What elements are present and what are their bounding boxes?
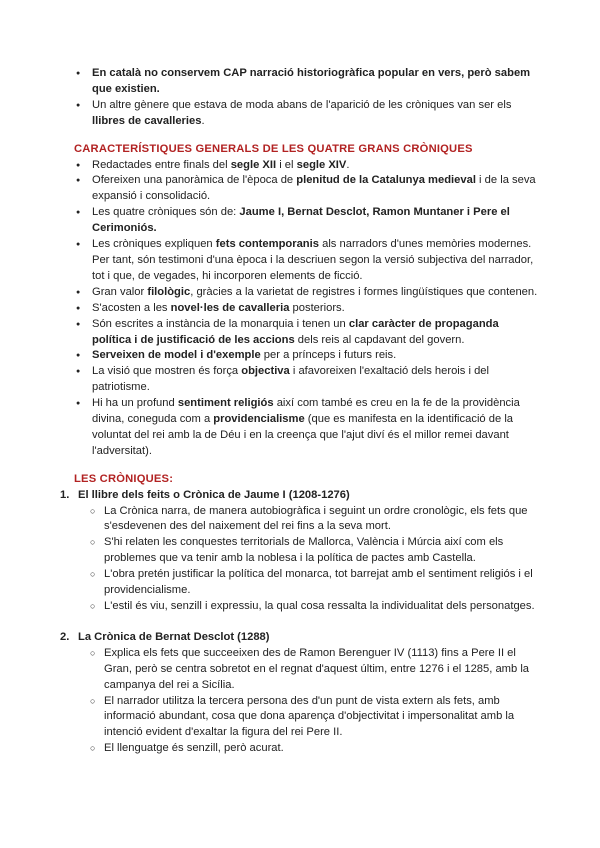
chronicle-2-number: 2. [60, 630, 70, 643]
char-item-6-text-2: novel·les de cavalleria [170, 301, 290, 314]
char-item-1-text-4: segle XIV [296, 158, 347, 171]
char-item-4 [74, 237, 540, 285]
char-item-10-text-3: així com també es creu en la fe de la providència divina, coneguda com a [92, 397, 520, 426]
chronicle-1 [60, 488, 540, 615]
char-item-5-text-2: filològic [147, 285, 191, 298]
char-item-3-text-1: Les quatre cròniques són de: [92, 206, 240, 219]
chronicle-2-points [74, 646, 540, 757]
char-item-3-text-2: Jaume I, Bernat Desclot, Ramon Muntaner i Pere el Cerimoniós. [92, 206, 510, 235]
chronicle-1-number: 1. [60, 488, 70, 501]
char-item-9 [74, 364, 540, 396]
intro-item-2-text-1: Un altre gènere que estava de moda abans de l'aparició de les cròniques van ser els [92, 98, 512, 111]
char-item-6-text-1: S'acosten a les [92, 301, 171, 314]
char-item-8-text-1: Serveixen de model i d'exemple [92, 349, 261, 362]
char-item-10-text-5: (que es manifesta en la identificació de la voluntat del rei amb la de Déu i en la creença que l'ajut diví és el millor remei davant l'adversitat). [92, 413, 514, 457]
intro-item-1-text: En català no conservem CAP narració historiogràfica popular en vers, però sabem que existien. [92, 67, 531, 95]
chronicle-2-point-1: ○ Explica els fets que succeeixen des de Ramon Berenguer IV (1113) fins a Pere II el Gran, però se centra sobretot en el regnat d'aquest últim, entre 1276 i el 1285, amb la campanya del rei a Sicília. [104, 646, 540, 694]
chronicle-1-point-2: ○ S'hi relaten les conquestes territorials de Mallorca, València i Múrcia així com els problemes que va tenir amb la noblesa i la política de pactes amb Castella. [104, 535, 540, 567]
chronicles-list [60, 488, 540, 758]
char-item-4-text-2: fets contemporanis [215, 238, 319, 251]
char-item-8 [74, 348, 540, 364]
char-item-1-text-5: . [346, 158, 350, 171]
char-item-5-text-3: , gràcies a la varietat de registres i formes lingüístiques que contenen. [190, 285, 538, 298]
intro-item-2 [74, 98, 540, 130]
char-item-9-text-2: objectiva [241, 365, 290, 378]
char-item-1-text-2: segle XII [230, 158, 277, 171]
char-item-9-text-3: i afavoreixen l'exaltació dels herois i del patriotisme. [92, 365, 490, 394]
chronicle-1-title [60, 488, 540, 504]
characteristics-heading: CARACTERÍSTIQUES GENERALS DE LES QUATRE GRANS CRÒNIQUES [74, 142, 473, 155]
chronicle-2 [60, 630, 540, 757]
char-item-10-text-4: providencialisme [213, 413, 305, 426]
char-item-9-text-1: La visió que mostren és força [92, 365, 242, 378]
chronicle-1-point-1: ○ La Crònica narra, de manera autobiogràfica i seguint un ordre cronològic, els fets que s'esdevenen des del naixement del rei fins a la seva mort. [104, 504, 540, 536]
char-item-7-text-1: Són escrites a instància de la monarquia i tenen un [92, 317, 349, 330]
char-item-8-text-2: per a prínceps i futurs reis. [260, 349, 397, 362]
chronicle-1-point-3: ○ L'obra pretén justificar la política del monarca, tot barrejat amb el sentiment religiós i el providencialisme. [104, 567, 540, 599]
char-item-10 [74, 396, 540, 460]
chronicle-2-title-text: La Crònica de Bernat Desclot (1288) [78, 630, 270, 643]
chronicle-1-points [74, 504, 540, 615]
char-item-4-text-1: Les cròniques expliquen [92, 238, 216, 251]
intro-item-1 [74, 66, 540, 98]
char-item-4-text-3: als narradors d'unes memòries modernes. Per tant, són testimoni d'una època i la descriuen segon la versió subjectiva del narrador, tot i que, de vegades, hi incorporen elements de ficció. [92, 238, 534, 282]
char-item-7 [74, 317, 540, 349]
chronicle-1-point-4: ○ L'estil és viu, senzill i expressiu, la qual cosa ressalta la individualitat dels personatges. [104, 599, 540, 615]
char-item-1-text-1: Redactades entre finals del [92, 158, 231, 171]
char-item-7-text-2: clar caràcter de propaganda política i de justificació de les accions [92, 317, 499, 346]
chronicles-heading: LES CRÒNIQUES: [74, 472, 174, 485]
char-item-5 [74, 285, 540, 301]
char-item-5-text-1: Gran valor [92, 285, 148, 298]
char-item-10-text-2: sentiment religiós [177, 397, 274, 410]
char-item-2-text-1: Ofereixen una panoràmica de l'època de [92, 174, 297, 187]
char-item-2-text-2: plenitud de la Catalunya medieval [296, 174, 476, 187]
char-item-1 [74, 158, 540, 174]
char-item-1-text-3: i el [276, 158, 297, 171]
char-item-10-text-1: Hi ha un profund [92, 397, 178, 410]
char-item-7-text-3: dels reis al capdavant del govern. [294, 333, 465, 346]
intro-item-2-text-3: . [201, 114, 205, 127]
intro-item-2-text-2: llibres de cavalleries [92, 114, 202, 127]
chronicle-1-title-text: El llibre dels feits o Crònica de Jaume I (1208-1276) [78, 488, 350, 501]
characteristics-list [74, 158, 540, 460]
chronicle-2-point-3: ○ El llenguatge és senzill, però acurat. [104, 741, 540, 757]
intro-list [74, 66, 540, 130]
char-item-2-text-3: i de la seva expansió i consolidació. [92, 174, 536, 203]
chronicle-2-point-2: ○ El narrador utilitza la tercera persona des d'un punt de vista extern als fets, amb informació abundant, cosa que dona aparença d'objectivitat i impersonalitat amb la intenció evident d'exaltar la figura del rei Pere II. [104, 694, 540, 742]
chronicle-2-title [60, 630, 540, 646]
char-item-6-text-3: posteriors. [289, 301, 345, 314]
char-item-3 [74, 205, 540, 237]
char-item-2 [74, 173, 540, 205]
char-item-6 [74, 301, 540, 317]
